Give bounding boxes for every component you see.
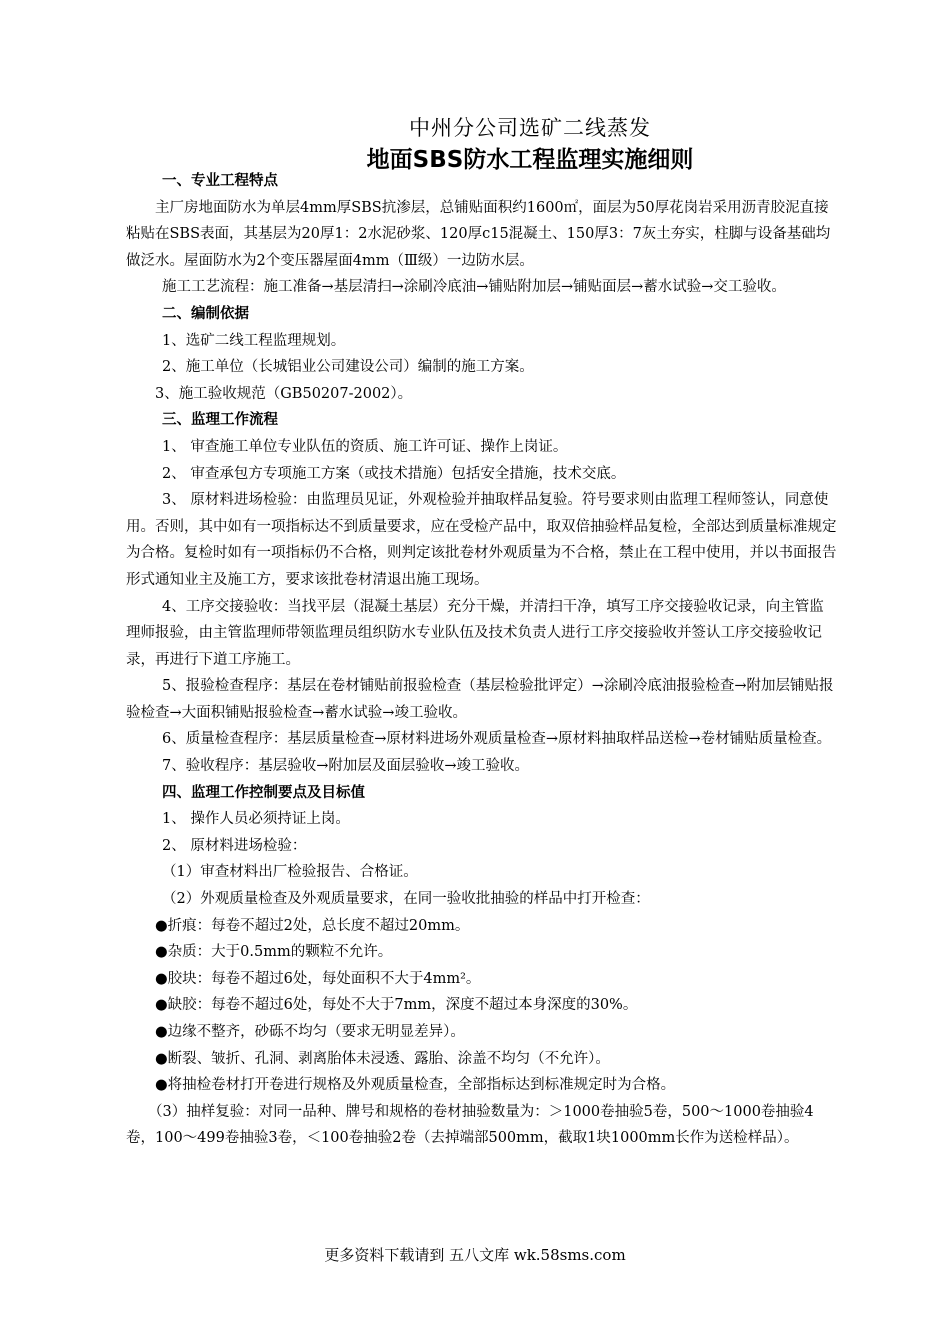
document-body (126, 168, 838, 1152)
document-title: 地面SBS防水工程监理实施细则 (366, 147, 694, 173)
bullet-item: ●胶块：每卷不超过6处，每处面积不大于4mm²。 (155, 970, 481, 987)
section-heading: 三、监理工作流程 (162, 412, 278, 429)
bullet-item: ●缺胶：每卷不超过6处，每处不大于7mm，深度不超过本身深度的30%。 (155, 997, 638, 1014)
paragraph: 主厂房地面防水为单层4mm厚SBS抗渗层，总铺贴面积约1600㎡，面层为50厚花岗岩采用沥青胶泥直接粘贴在SBS表面，其基层为20厚1：2水泥砂浆、120厚c15混凝土、150厚3：7灰土夯实，柱脚与设备基础均做泛水。屋面防水为2个变压器屋面4mm（Ⅲ级）一边防水层。 (126, 199, 831, 269)
paragraph: 6、质量检查程序：基层质量检查→原材料进场外观质量检查→原材料抽取样品送检→卷材铺贴质量检查。 (162, 731, 832, 748)
section-heading: 一、专业工程特点 (162, 173, 278, 189)
bullet-item: ●将抽检卷材打开卷进行规格及外观质量检查，全部指标达到标准规定时为合格。 (155, 1077, 676, 1094)
list-item: 3、施工验收规范（GB50207-2002）。 (155, 385, 413, 402)
paragraph: 3、 原材料进场检验：由监理员见证，外观检验并抽取样品复验。符号要求则由监理工程师签认，同意使用。否则，其中如有一项指标达不到质量要求，应在受检产品中，取双倍抽验样品复检，全部达到质量标准规定为合格。复检时如有一项指标仍不合格，则判定该批卷材外观质量为不合格，禁止在工程中使用，并以书面报告形式通知业主及施工方，要求该批卷材清退出施工现场。 (126, 492, 837, 588)
paragraph: 4、工序交接验收：当找平层（混凝土基层）充分干燥，并清扫干净，填写工序交接验收记录，向主管监理师报验，由主管监理师带领监理员组织防水专业队伍及技术负责人进行工序交接验收并签认工序交接验收记录，再进行下道工序施工。 (126, 598, 824, 668)
paragraph: 7、验收程序：基层验收→附加层及面层验收→竣工验收。 (162, 758, 530, 775)
paragraph: 5、报验检查程序：基层在卷材铺贴前报验检查（基层检验批评定）→涂刷冷底油报验检查→附加层铺贴报验检查→大面积铺贴报验检查→蓄水试验→竣工验收。 (126, 678, 834, 721)
bullet-item: ●杂质：大于0.5mm的颗粒不允许。 (155, 944, 393, 961)
list-item: （1）审查材料出厂检验报告、合格证。 (162, 864, 418, 881)
document-subtitle: 中州分公司选矿二线蒸发 (409, 116, 651, 140)
list-item: 2、 原材料进场检验： (162, 837, 307, 854)
list-item: 1、 审查施工单位专业队伍的资质、施工许可证、操作上岗证。 (162, 438, 568, 455)
footer-link[interactable]: 更多资料下载请到 五八文库 wk.58sms.com (324, 1246, 626, 1264)
paragraph: （3）抽样复验：对同一品种、牌号和规格的卷材抽验数量为：＞1000卷抽验5卷，500～1000卷抽验4卷，100～499卷抽验3卷，＜100卷抽验2卷（去掉端部500mm，截取1块1000mm长作为送检样品）。 (126, 1103, 814, 1147)
list-item: （2）外观质量检查及外观质量要求，在同一验收批抽验的样品中打开检查： (162, 891, 650, 908)
bullet-item: ●断裂、皱折、孔洞、剥离胎体未浸透、露胎、涂盖不均匀（不允许）。 (155, 1050, 610, 1067)
paragraph: 施工工艺流程：施工准备→基层清扫→涂刷冷底油→铺贴附加层→铺贴面层→蓄水试验→交工验收。 (162, 279, 786, 296)
list-item: 1、 操作人员必须持证上岗。 (162, 811, 350, 828)
bullet-item: ●边缘不整齐，砂砾不均匀（要求无明显差异）。 (155, 1024, 465, 1040)
bullet-item: ●折痕：每卷不超过2处，总长度不超过20mm。 (155, 917, 470, 934)
list-item: 2、施工单位（长城铝业公司建设公司）编制的施工方案。 (162, 359, 534, 376)
section-heading: 四、监理工作控制要点及目标值 (162, 784, 365, 801)
list-item: 2、 审查承包方专项施工方案（或技术措施）包括安全措施，技术交底。 (162, 465, 626, 482)
list-item: 1、选矿二线工程监理规划。 (162, 332, 346, 349)
section-heading: 二、编制依据 (162, 305, 249, 322)
